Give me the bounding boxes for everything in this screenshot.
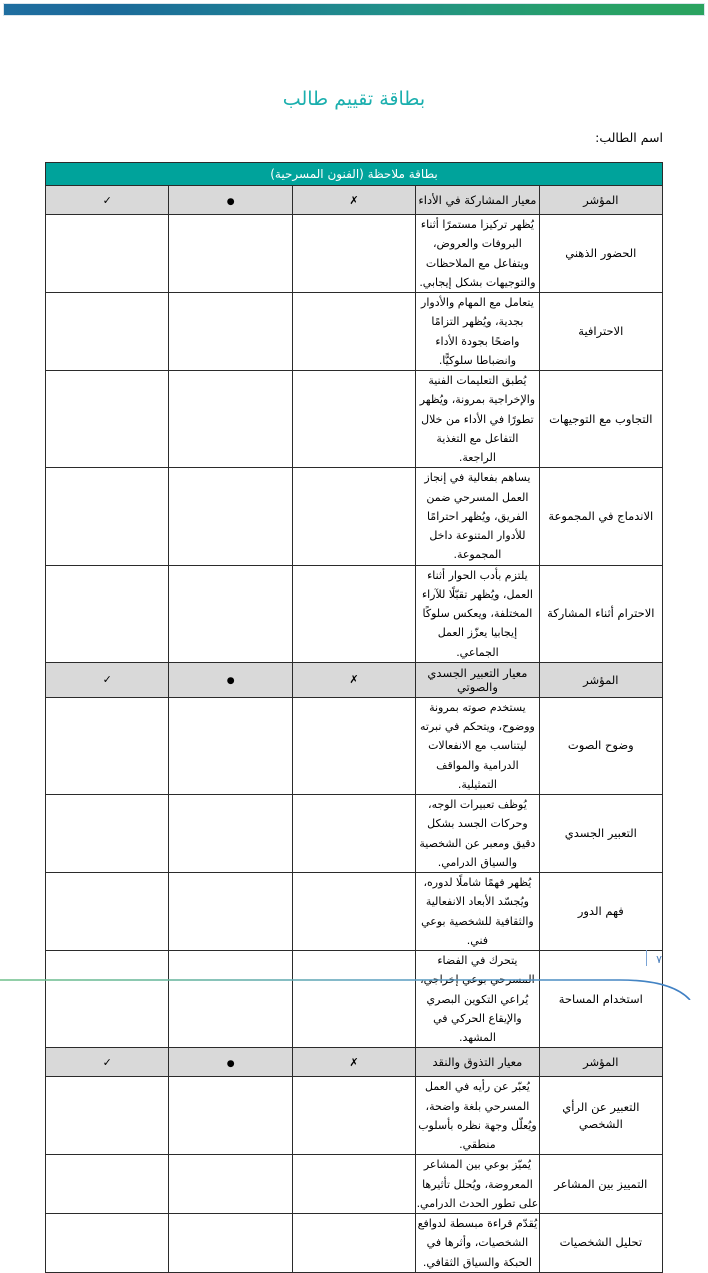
criterion-title: معيار التعبير الجسدي والصوتي [416,662,539,697]
filled-dot-icon-header-cell [169,1048,292,1077]
page-title: بطاقة تقييم طالب [282,88,426,110]
indicator-description-cell: يُقدّم قراءة مبسطة لدوافع الشخصيات، وأثرها في الحبكة والسياق الثقافي. [416,1214,539,1273]
header-decorative-bar [4,4,704,15]
rating-cell-cross-mark[interactable] [292,1077,415,1155]
criterion-header-row [46,662,663,697]
criterion-header-row [46,186,663,215]
indicator-name-cell: وضوح الصوت [539,697,662,794]
indicator-name-cell: التمييز بين المشاعر [539,1155,662,1214]
table-row [46,873,663,951]
rating-cell-filled-dot[interactable] [169,468,292,565]
cross-mark-icon: ✗ [349,673,359,687]
indicator-name-cell: فهم الدور [539,873,662,951]
rating-cell-check-mark[interactable] [46,1155,169,1214]
evaluation-table [45,162,663,1273]
table-row [46,795,663,873]
indicator-description-cell: يُعبّر عن رأيه في العمل المسرحي بلغة واضحة، ويُعلّل وجهة نظره بأسلوب منطقي. [416,1077,539,1155]
indicator-description-cell: يتعامل مع المهام والأدوار بجدية، ويُظهر التزامًا واضحًا بجودة الأداء وانضباطا سلوكيًّا. [416,293,539,371]
rating-cell-check-mark[interactable] [46,215,169,293]
table-row [46,565,663,662]
table-row [46,293,663,371]
indicator-column-header: المؤشر [539,186,662,215]
check-mark-icon-header-cell [46,1048,169,1077]
table-row [46,468,663,565]
table-row [46,1155,663,1214]
indicator-column-header: المؤشر [539,662,662,697]
criterion-header-row [46,1048,663,1077]
filled-dot-icon: ● [226,676,235,687]
indicator-name-cell: استخدام المساحة [539,951,662,1048]
indicator-description-cell: يساهم بفعالية في إنجاز العمل المسرحي ضمن الفريق، ويُظهر احترامًا للأدوار المتنوعة داخل المجموعة. [416,468,539,565]
filled-dot-icon: ● [226,196,235,207]
indicator-name-cell: الاحترافية [539,293,662,371]
rating-cell-filled-dot[interactable] [169,371,292,468]
table-row [46,1077,663,1155]
table-row [46,371,663,468]
rating-cell-cross-mark[interactable] [292,468,415,565]
indicator-name-cell: التعبير عن الرأي الشخصي [539,1077,662,1155]
rating-cell-check-mark[interactable] [46,293,169,371]
cross-mark-icon-header-cell [292,1048,415,1077]
indicator-description-cell: يلتزم بأدب الحوار أثناء العمل، ويُظهر تقبّلًا للآراء المختلفة، ويعكس سلوكًا إيجابيا يعزّز العمل الجماعي. [416,565,539,662]
rating-cell-cross-mark[interactable] [292,1214,415,1273]
indicator-name-cell: الاحترام أثناء المشاركة [539,565,662,662]
page-number-value: ٧ [656,953,662,966]
evaluation-table-body [46,163,663,1273]
criterion-title: معيار التذوق والنقد [416,1048,539,1077]
indicator-description-cell: يُظهر تركيزا مستمرًا أثناء البروفات والعروض، ويتفاعل مع الملاحظات والتوجيهات بشكل إيجابي. [416,215,539,293]
rating-cell-check-mark[interactable] [46,795,169,873]
rating-cell-filled-dot[interactable] [169,1214,292,1273]
indicator-description-cell: يتحرك في الفضاء المسرحي بوعي إخراجي، يُراعي التكوين البصري والإيقاع الحركي في المشهد. [416,951,539,1048]
cross-mark-icon: ✗ [349,1055,359,1069]
cross-mark-icon-header-cell [292,186,415,215]
filled-dot-icon-header-cell [169,186,292,215]
cross-mark-icon: ✗ [349,193,359,207]
rating-cell-filled-dot[interactable] [169,873,292,951]
rating-cell-filled-dot[interactable] [169,697,292,794]
footer-decorative-curve [0,944,708,1000]
rating-cell-cross-mark[interactable] [292,795,415,873]
rating-cell-check-mark[interactable] [46,468,169,565]
table-row [46,1214,663,1273]
rating-cell-check-mark[interactable] [46,697,169,794]
indicator-column-header: المؤشر [539,1048,662,1077]
rating-cell-cross-mark[interactable] [292,215,415,293]
rating-cell-cross-mark[interactable] [292,371,415,468]
rating-cell-filled-dot[interactable] [169,565,292,662]
gradient-bar [4,4,704,15]
indicator-name-cell: التجاوب مع التوجيهات [539,371,662,468]
table-banner-row [46,163,663,186]
indicator-name-cell: الحضور الذهني [539,215,662,293]
rating-cell-cross-mark[interactable] [292,1155,415,1214]
indicator-name-cell: تحليل الشخصيات [539,1214,662,1273]
rating-cell-cross-mark[interactable] [292,293,415,371]
rating-cell-cross-mark[interactable] [292,873,415,951]
indicator-description-cell: يستخدم صوته بمرونة ووضوح، ويتحكم في نبرته ليتناسب مع الانفعالات الدرامية والمواقف التمثيلية. [416,697,539,794]
indicator-description-cell: يُطبق التعليمات الفنية والإخراجية بمرونة، ويُظهر تطورًا في الأداء من خلال التفاعل مع التغذية الراجعة. [416,371,539,468]
indicator-name-cell: التعبير الجسدي [539,795,662,873]
rating-cell-cross-mark[interactable] [292,565,415,662]
table-banner-title: بطاقة ملاحظة (الفنون المسرحية) [46,163,663,186]
student-name-label: اسم الطالب: [595,130,663,145]
rating-cell-check-mark[interactable] [46,371,169,468]
cross-mark-icon-header-cell [292,662,415,697]
rating-cell-filled-dot[interactable] [169,1155,292,1214]
indicator-description-cell: يُظهر فهمًا شاملًا لدوره، ويُجسّد الأبعاد الانفعالية والثقافية للشخصية بوعي فني. [416,873,539,951]
indicator-description-cell: يُوظف تعبيرات الوجه، وحركات الجسد بشكل دقيق ومعبر عن الشخصية والسياق الدرامي. [416,795,539,873]
check-mark-icon: ✓ [102,673,112,687]
rating-cell-filled-dot[interactable] [169,1077,292,1155]
rating-cell-filled-dot[interactable] [169,293,292,371]
criterion-title: معيار المشاركة في الأداء [416,186,539,215]
rating-cell-filled-dot[interactable] [169,215,292,293]
indicator-name-cell: الاندماج في المجموعة [539,468,662,565]
filled-dot-icon-header-cell [169,662,292,697]
table-row [46,697,663,794]
check-mark-icon: ✓ [102,193,112,207]
rating-cell-filled-dot[interactable] [169,795,292,873]
rating-cell-cross-mark[interactable] [292,697,415,794]
rating-cell-check-mark[interactable] [46,873,169,951]
table-row [46,215,663,293]
filled-dot-icon: ● [226,1058,235,1069]
indicator-description-cell: يُميّز بوعي بين المشاعر المعروضة، ويُحلل تأثيرها على تطور الحدث الدرامي. [416,1155,539,1214]
rating-cell-check-mark[interactable] [46,565,169,662]
check-mark-icon-header-cell [46,662,169,697]
rating-cell-check-mark[interactable] [46,1077,169,1155]
rating-cell-check-mark[interactable] [46,1214,169,1273]
check-mark-icon-header-cell [46,186,169,215]
check-mark-icon: ✓ [102,1055,112,1069]
